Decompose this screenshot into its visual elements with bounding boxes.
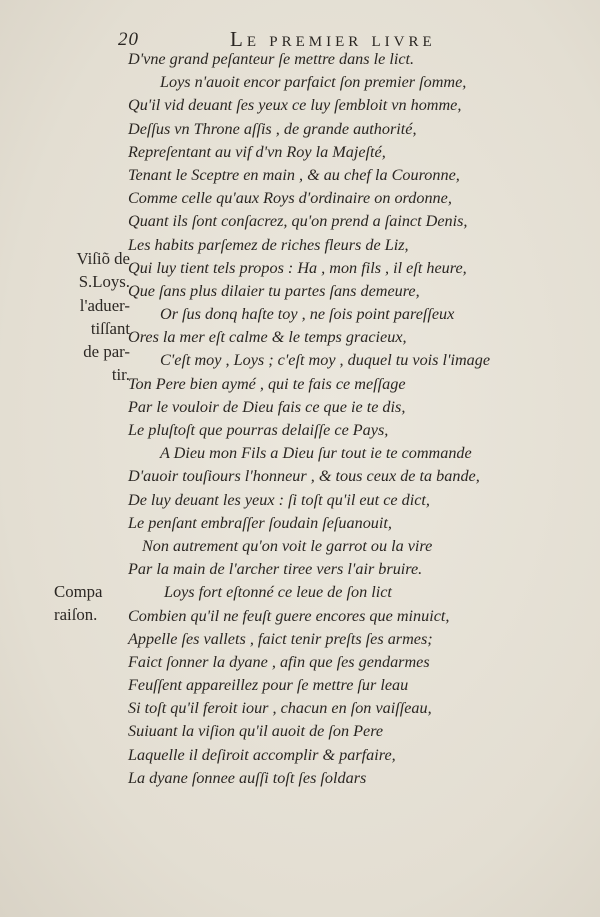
margin-note-line: S.Loys. — [78, 272, 130, 292]
margin-note-line: l'aduer- — [79, 295, 130, 315]
margin-note-line: raiſon. — [54, 605, 98, 625]
verse-line: Loys fort eſtonné ce leue de ſon lict — [164, 583, 392, 602]
verse-line: C'eſt moy , Loys ; c'eſt moy , duquel tu vois l'image — [160, 351, 491, 370]
verse-line: Comme celle qu'aux Roys d'ordinaire on ordonne, — [128, 189, 452, 208]
margin-note-line: tir. — [111, 365, 130, 385]
verse-line: Repreſentant au vif d'vn Roy la Majeſté, — [128, 142, 386, 161]
verse-line: Combien qu'il ne feuſt guere encores que minuict, — [128, 606, 450, 625]
verse-line: Par la main de l'archer tiree vers l'air bruire. — [128, 560, 423, 579]
verse-line: Ton Pere bien aymé , qui te fais ce meſſage — [128, 374, 406, 393]
verse-line: Ores la mer eſt calme & le temps gracieux, — [128, 328, 407, 347]
running-head: Le premier livre — [230, 27, 436, 51]
verse-line: Appelle ſes vallets , faict tenir preſts ſes armes; — [128, 629, 433, 648]
verse-line: A Dieu mon Fils a Dieu ſur tout ie te commande — [160, 444, 472, 463]
verse-line: Non autrement qu'on voit le garrot ou la vire — [142, 536, 433, 555]
verse-line: D'auoir touſiours l'honneur , & tous ceux de ta bande, — [128, 467, 480, 486]
verse-line: Qu'il vid deuant ſes yeux ce luy ſembloit vn homme, — [128, 96, 462, 115]
verse-line: De luy deuant les yeux : ſi toſt qu'il eut ce dict, — [128, 490, 430, 509]
verse-line: Suiuant la viſion qu'il auoit de ſon Pere — [128, 722, 384, 741]
margin-note-line: Compa — [54, 582, 103, 601]
verse-line: Faict ſonner la dyane , afin que ſes gendarmes — [128, 652, 430, 671]
verse-body — [128, 48, 558, 790]
margin-note-comparison — [54, 580, 126, 627]
verse-line: Tenant le Sceptre en main , & au chef la Couronne, — [128, 165, 460, 184]
verse-line: Or ſus donq haſte toy , ne ſois point pareſſeux — [160, 305, 455, 324]
verse-line: Si toſt qu'il feroit iour , chacun en ſon vaiſſeau, — [128, 699, 432, 718]
verse-line: D'vne grand peſanteur ſe mettre dans le lict. — [128, 50, 415, 68]
verse-line: Les habits parſemez de riches fleurs de Liz, — [128, 235, 409, 254]
verse-line: Loys n'auoit encor parfaict ſon premier ſomme, — [160, 73, 467, 92]
margin-note-line: de par- — [83, 342, 130, 362]
page-number: 20 — [118, 29, 139, 50]
margin-note-vision — [50, 247, 130, 387]
verse-line: Deſſus vn Throne aſſis , de grande authorité, — [128, 119, 417, 138]
margin-note-line: Viſiõ de — [76, 249, 130, 268]
verse-line: Quant ils ſont conſacrez, qu'on prend a ſainct Denis, — [128, 212, 468, 231]
verse-line: Le pluſtoſt que pourras delaiſſe ce Pays, — [128, 421, 389, 439]
verse-line: Laquelle il deſiroit accomplir & parfaire, — [128, 745, 396, 764]
verse-line: Que ſans plus dilaier tu partes ſans demeure, — [128, 281, 420, 300]
verse-line: La dyane ſonnee auſſi toſt ſes ſoldars — [128, 768, 367, 787]
verse-line: Le penſant embraſſer ſoudain ſeſuanouit, — [128, 513, 392, 532]
margin-note-line: tiſſant — [90, 318, 130, 338]
verse-line: Qui luy tient tels propos : Ha , mon fils , il eſt heure, — [128, 258, 467, 277]
verse-line: Feuſſent appareillez pour ſe mettre ſur leau — [128, 676, 409, 695]
verse-line: Par le vouloir de Dieu fais ce que ie te dis, — [128, 397, 406, 416]
